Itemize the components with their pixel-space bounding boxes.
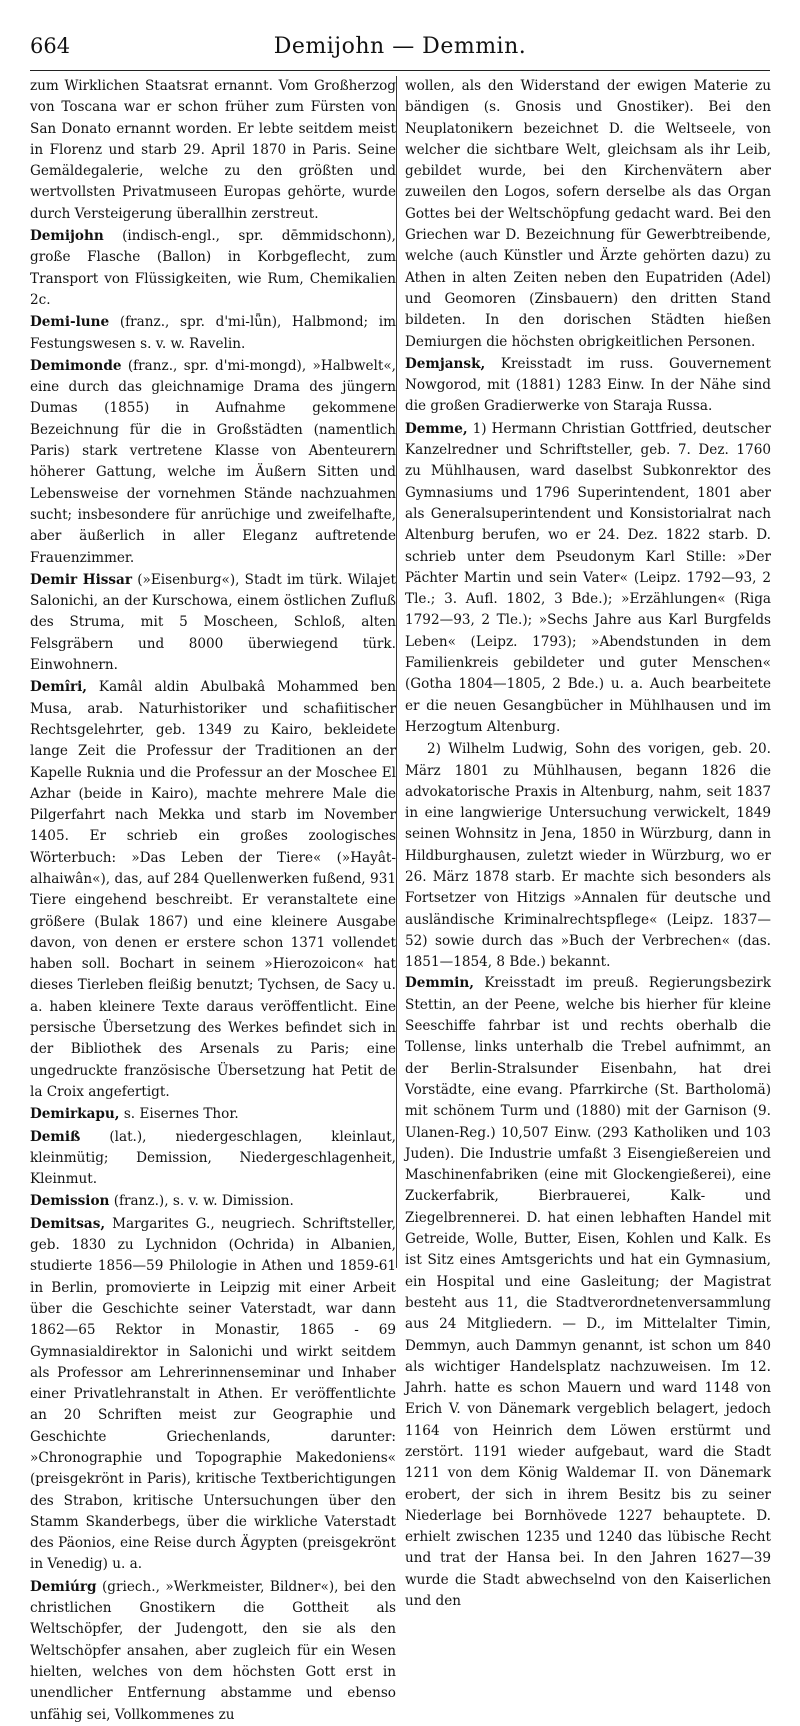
entry-text: (franz.), s. v. w. Dimission.	[109, 1193, 294, 1210]
dictionary-entry	[405, 76, 771, 353]
entry-text: Kreisstadt im russ. Gouvernement Nowgorod, mit (1881) 1283 Einw. In der Nähe sind die großen Gradierwerke von Staraja Russa.	[405, 355, 771, 415]
dictionary-entry	[405, 739, 771, 973]
entry-headword: Demme,	[405, 420, 468, 437]
page-header	[30, 34, 770, 68]
entry-text: 2) Wilhelm Ludwig, Sohn des vorigen, geb. 20. März 1801 zu Mühlhausen, begann 1826 die advokatorische Praxis in Altenburg, nahm, seit 1837 in eine langwierige Untersuchung verwickelt, 1849 seinen Wohnsitz in Jena, 1850 in Würzburg, dann in Hildburghausen, zuletzt wieder in Würzburg, wo er 26. März 1878 starb. Er machte sich besonders als Fortsetzer von Hitzigs »Annalen für deutsche und ausländische Kriminalrechtspflege« (Leipz. 1837—52) sowie durch das »Buch der Verbrechen« (das. 1851—1854, 8 Bde.) bekannt.	[405, 741, 771, 971]
entry-text: (griech., »Werkmeister, Bildner«), bei den christlichen Gnostikern die Gottheit als Weltschöpfer, der Judengott, den sie als den Weltschöpfer ansahen, aber zugleich für ein Wesen hielten, welches von dem höchsten Gott erst in unendlicher Entfernung abstamme und ebenso unfähig sei, Vollkommenes zu	[30, 1578, 396, 1723]
dictionary-entry	[405, 973, 771, 1612]
dictionary-entry	[30, 356, 396, 569]
dictionary-entry	[30, 1127, 396, 1191]
entry-headword: Demi-lune	[30, 314, 110, 331]
entry-text: zum Wirklichen Staatsrat ernannt. Vom Großherzog von Toscana war er schon früher zum Fürsten von San Donato ernannt worden. Er lebte seitdem meist in Florenz und starb 29. April 1870 in Paris. Seine Gemäldegalerie, welche zu den größten und wertvollsten Privatmuseen Europas gehörte, wurde durch Versteigerung überallhin zerstreut.	[30, 78, 396, 222]
entry-text: Kamâl aldin Abulbakâ Mohammed ben Musa, arab. Naturhistoriker und schafiitischer Rechtsgelehrter, geb. 1349 zu Kairo, bekleidete lange Zeit die Professur der Traditionen an der Kapelle Ruknia und die Professur an der Moschee El Azhar (beide in Kairo), machte mehrere Male die Pilgerfahrt nach Mekka und starb im November 1405. Er schrieb ein großes zoologisches Wörterbuch: »Das Leben der Tiere« (»Hayât-alhaiwân«), das, auf 284 Quellenwerken fußend, 931 Tiere eingehend beschreibt. Er veranstaltete eine größere (Bulak 1867) und eine kleinere Ausgabe davon, von denen er erstere schon 1371 vollendet haben soll. Bochart in seinem »Hierozoicon« hat dieses Tierleben fleißig benutzt; Tychsen, de Sacy u. a. haben kleinere Texte daraus veröffentlicht. Eine persische Übersetzung des Werkes befindet sich in der Bibliothek des Arsenals zu Paris; eine ungedruckte französische Übersetzung hat Petit de la Croix angefertigt.	[30, 679, 396, 1100]
dictionary-entry	[30, 76, 396, 225]
entry-headword: Demitsas,	[30, 1215, 106, 1232]
entry-text: s. Eisernes Thor.	[119, 1106, 239, 1123]
entry-text: 1) Hermann Christian Gottfried, deutscher Kanzelredner und Schriftsteller, geb. 7. Dez. 1760 zu Mühlhausen, ward daselbst Subkonrektor des Gymnasiums und 1796 Superintendent, 1801 aber als Generalsuperintendent und Konsistorialrat nach Altenburg berufen, wo er 24. Dez. 1822 starb. D. schrieb unter dem Pseudonym Karl Stille: »Der Pächter Martin und sein Vater« (Leipz. 1792—93, 2 Tle.; 3. Aufl. 1802, 3 Bde.); »Erzählungen« (Riga 1792—93, 2 Tle.); »Sechs Jahre aus Karl Burgfelds Leben« (Leipz. 1793); »Abendstunden in dem Familienkreis gebildeter und guter Menschen« (Gotha 1804—1805, 2 Bde.) u. a. Auch bearbeitete er die neuen Gesangbücher in Mühlhausen und im Herzogtum Altenburg.	[405, 420, 771, 735]
running-head: Demijohn — Demmin.	[273, 34, 527, 59]
entry-text: (lat.), niedergeschlagen, kleinlaut, kleinmütig; Demission, Niedergeschlagenheit, Kleinmut.	[30, 1128, 396, 1188]
left-column	[30, 76, 396, 1723]
entry-headword: Demir Hissar	[30, 571, 133, 588]
dictionary-entry	[30, 570, 396, 676]
entry-headword: Demirkapu,	[30, 1106, 120, 1123]
column-divider	[396, 76, 397, 1268]
entry-text: Kreisstadt im preuß. Regierungsbezirk Stettin, an der Peene, welche bis hierher für kleine Seeschiffe fahrbar ist und rechts oberhalb die Tollense, links unterhalb die Trebel aufnimmt, an der Berlin-Stralsunder Eisenbahn, hat drei Vorstädte, eine evang. Pfarrkirche (St. Bartholomä) mit schönem Turm und (1880) mit der Garnison (9. Ulanen-Reg.) 10,507 Einw. (293 Katholiken und 103 Juden). Die Industrie umfaßt 3 Eisengießereien und Maschinenfabriken (eine mit Glockengießerei), eine Zuckerfabrik, Bierbrauerei, Kalk- und Ziegelbrennerei. D. hat einen lebhaften Handel mit Getreide, Wolle, Butter, Eisen, Kohlen und Kalk. Es ist Sitz eines Amtsgerichts und hat ein Gymnasium, ein Hospital und eine Gasleitung; der Magistrat besteht aus 11, die Stadtverordnetenversammlung aus 24 Mitgliedern. — D., im Mittelalter Timin, Demmyn, auch Dammyn genannt, ist schon um 840 als wichtiger Handelsplatz nachzuweisen. Im 12. Jahrh. hatte es schon Mauern und ward 1148 von Erich V. von Dänemark vergeblich belagert, jedoch 1164 von Heinrich dem Löwen erstürmt und zerstört. 1191 wieder aufgebaut, ward die Stadt 1211 von dem König Waldemar II. von Dänemark erobert, der sich in ihrem Besitz bis zu seiner Niederlage bei Bornhövede 1227 behauptete. D. erhielt zwischen 1235 und 1240 das lübische Recht und trat der Hansa bei. In den Jahren 1627—39 wurde die Stadt abwechselnd von den Kaiserlichen und den	[405, 975, 771, 1610]
dictionary-entry	[30, 1191, 396, 1212]
dictionary-entry	[30, 1214, 396, 1576]
page-number: 664	[30, 34, 71, 58]
dictionary-entry	[30, 226, 396, 311]
right-column	[405, 76, 771, 1610]
dictionary-entry	[30, 312, 396, 355]
entry-text: wollen, als den Widerstand der ewigen Materie zu bändigen (s. Gnosis und Gnostiker). Bei den Neuplatonikern bezeichnet D. die Weltseele, von welcher die sichtbare Welt, gleichsam als ihr Leib, gebildet wurde, bei den Kirchenvätern aber zuweilen den Logos, sofern derselbe als das Organ Gottes bei der Weltschöpfung gedacht ward. Bei den Griechen war D. Bezeichnung für Gewerbtreibende, welche (auch Künstler und Ärzte gehörten dazu) zu Athen in alten Zeiten neben den Eupatriden (Adel) und Geomoren (Zinsbauern) den dritten Stand bildeten. In den dorischen Städten hießen Demiurgen die höchsten obrigkeitlichen Personen.	[405, 78, 771, 350]
entry-headword: Demijohn	[30, 228, 104, 245]
dictionary-entry	[405, 354, 771, 418]
entry-headword: Demiß	[30, 1128, 81, 1145]
entry-headword: Demmin,	[405, 975, 474, 992]
entry-text: (franz., spr. d'mi-mongd), »Halbwelt«, eine durch das gleichnamige Drama des jüngern Dumas (1855) in Aufnahme gekommene Bezeichnung für die in Großstädten (namentlich Paris) stark vertretene Klasse von Abenteurern höherer Gattung, welche im Äußern Sitten und Lebensweise der vornehmen Stände nachzuahmen sucht; insbesondere für anrüchige und zweifelhafte, aber äußerlich in aller Eleganz auftretende Frauenzimmer.	[30, 357, 396, 566]
entry-headword: Demimonde	[30, 357, 122, 374]
entry-headword: Demiúrg	[30, 1578, 97, 1595]
entry-text: (»Eisenburg«), Stadt im türk. Wilajet Salonichi, an der Kurschowa, einem östlichen Zufluß des Struma, mit 5 Moscheen, Schloß, alten Felsgräbern und 8000 überwiegend türk. Einwohnern.	[30, 571, 396, 674]
entry-text: Margarites G., neugriech. Schriftsteller, geb. 1830 zu Lychnidon (Ochrida) in Albanien, studierte 1856—59 Philologie in Athen und 1859-61 in Berlin, promovierte in Leipzig mit einer Arbeit über die Geschichte seiner Vaterstadt, war dann 1862—65 Rektor in Monastir, 1865 - 69 Gymnasialdirektor in Salonichi und wirkt seitdem als Professor am Lehrerinnenseminar und Inhaber einer Privatlehranstalt in Athen. Er veröffentlichte an 20 Schriften meist zur Geographie und Geschichte Griechenlands, darunter: »Chronographie und Topographie Makedoniens« (preisgekrönt in Paris), kritische Textberichtigungen des Strabon, kritische Untersuchungen über den Stamm Skanderbegs, über die wirkliche Vaterstadt des Päonios, eine Reise durch Ägypten (preisgekrönt in Venedig) u. a.	[30, 1215, 396, 1573]
header-rule	[30, 70, 770, 71]
entry-text: (indisch-engl., spr. dēmmidschonn), große Flasche (Ballon) in Korbgeflecht, zum Transport von Flüssigkeiten, wie Rum, Chemikalien 2c.	[30, 228, 396, 308]
entry-headword: Demîri,	[30, 679, 88, 696]
dictionary-entry	[30, 1577, 396, 1726]
dictionary-entry	[30, 677, 396, 1103]
dictionary-entry	[30, 1104, 396, 1125]
entry-headword: Demission	[30, 1193, 110, 1210]
entry-text: (franz., spr. d'mi-lǖn), Halbmond; im Festungswesen s. v. w. Ravelin.	[30, 314, 396, 352]
dictionary-entry	[405, 419, 771, 738]
entry-headword: Demjansk,	[405, 355, 486, 372]
